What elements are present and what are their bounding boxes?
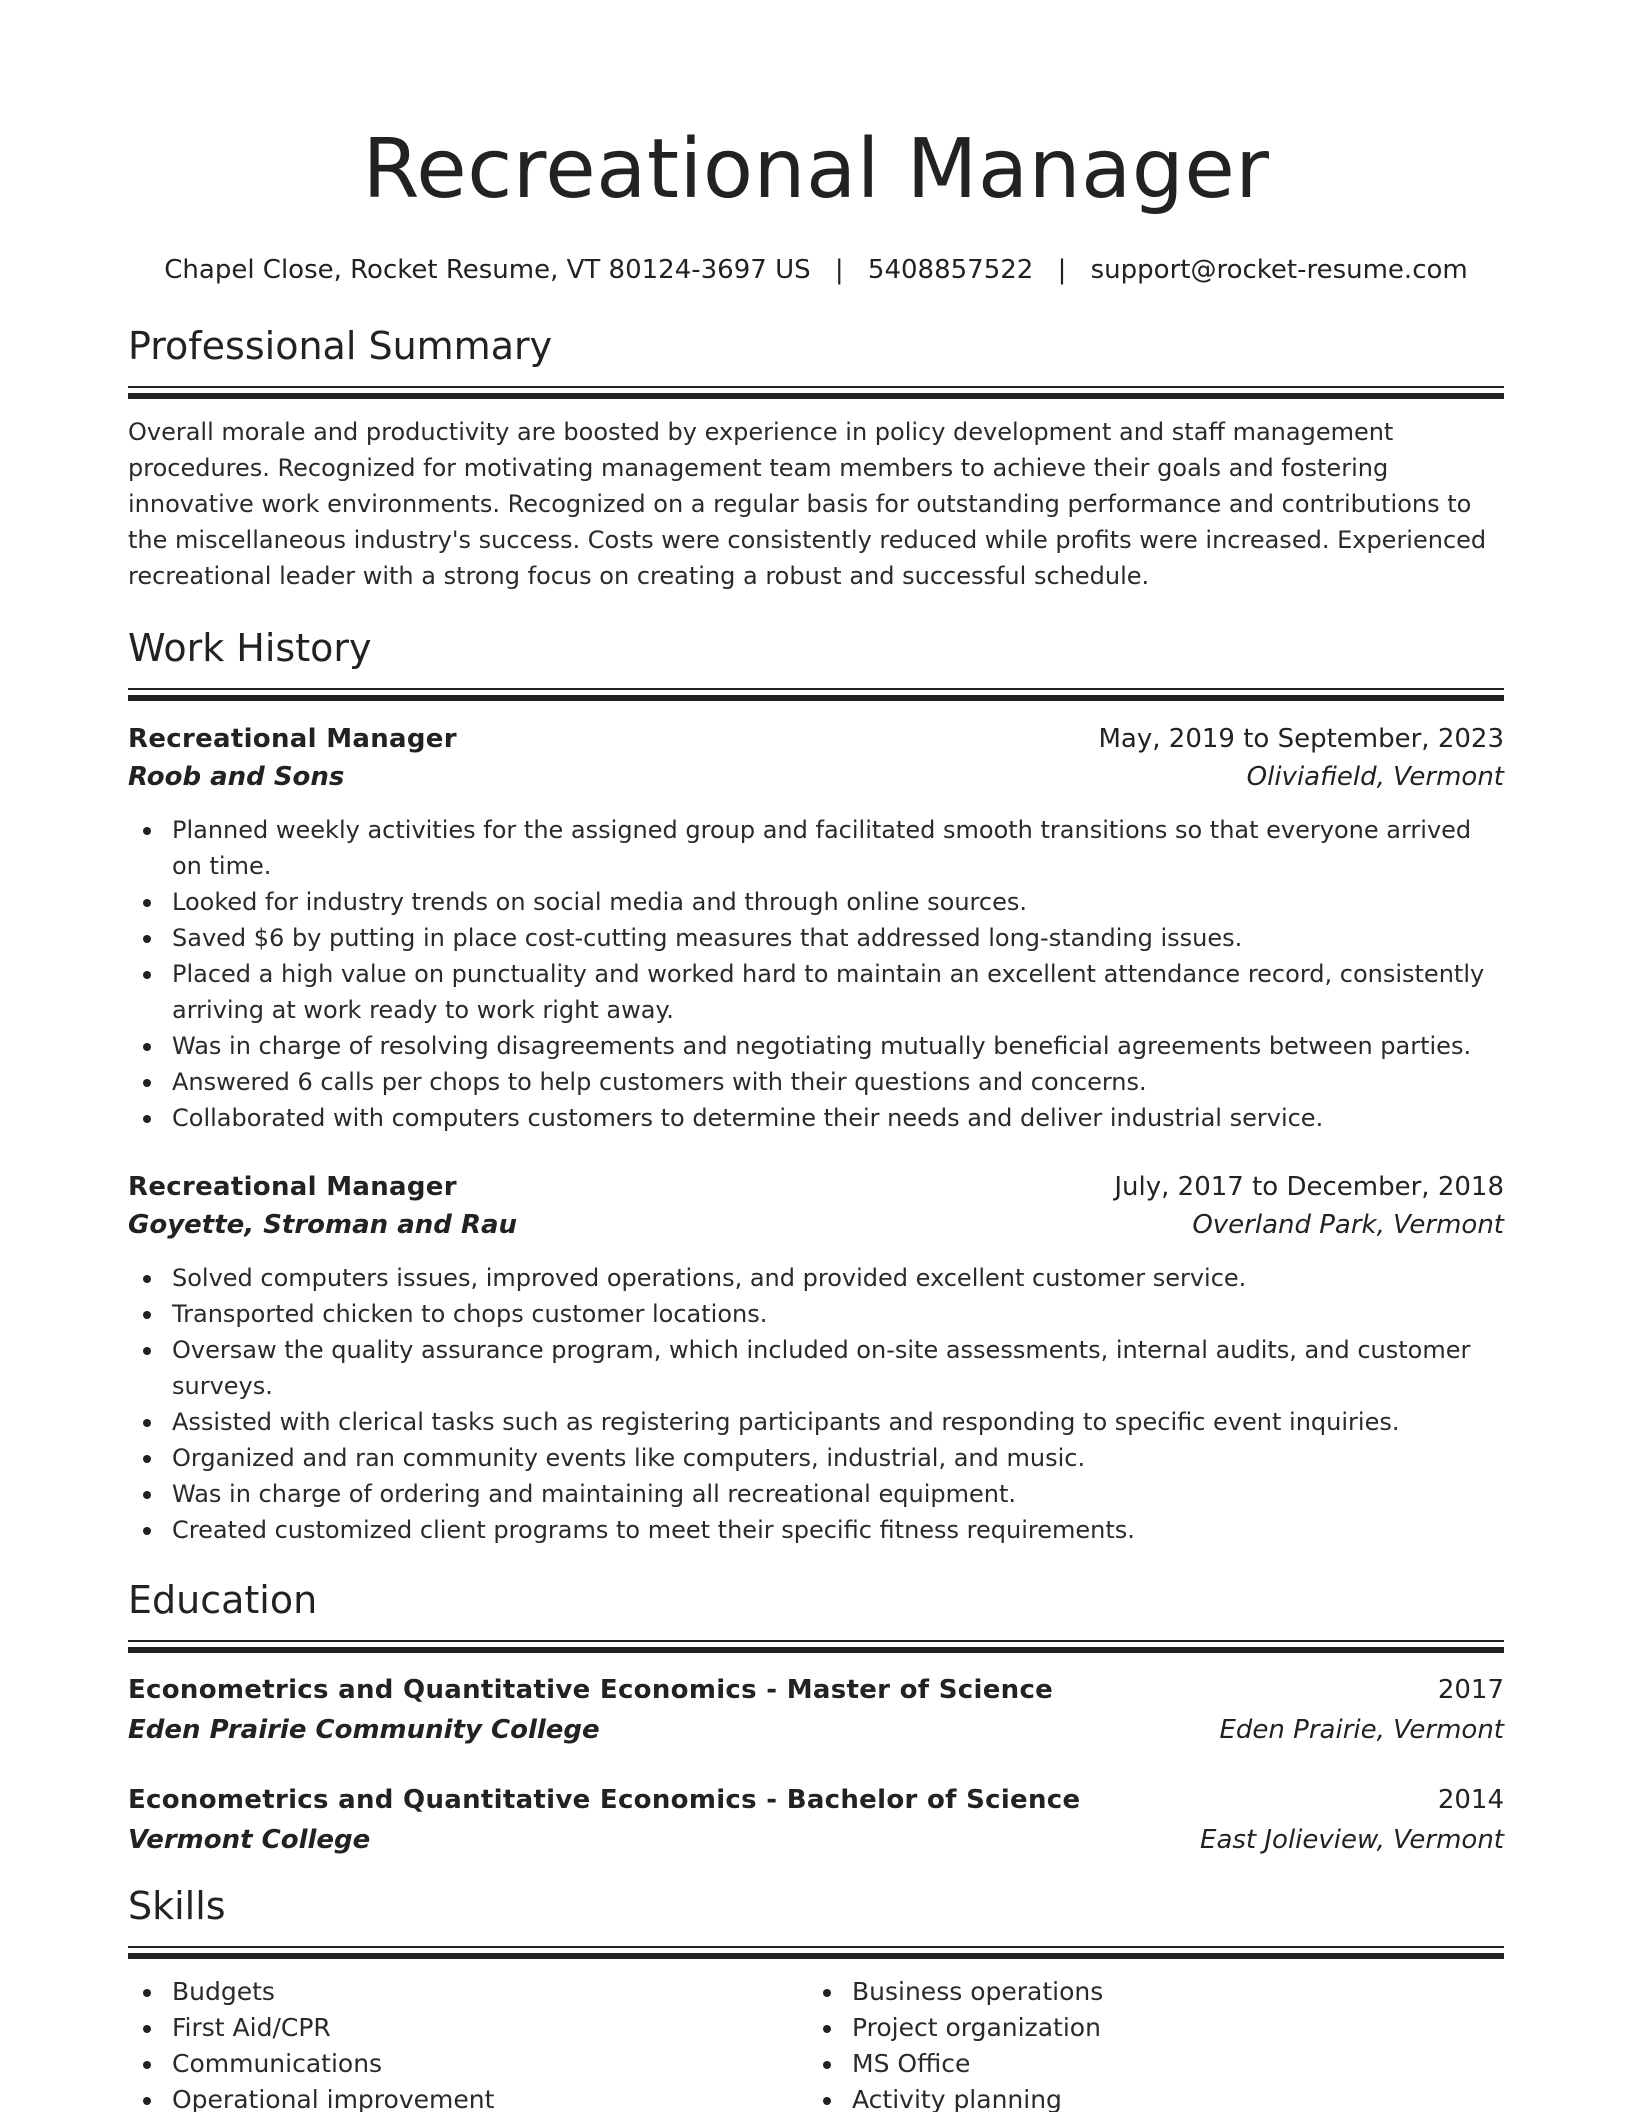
list-item: Organized and ran community events like computers, industrial, and music. bbox=[128, 1440, 1504, 1476]
education-location: Eden Prairie, Vermont bbox=[1219, 1715, 1504, 1745]
job-company-row bbox=[128, 758, 1504, 796]
work-history-section bbox=[128, 624, 1504, 1548]
address: Chapel Close, Rocket Resume, VT 80124-3697 US bbox=[164, 255, 811, 285]
education-section bbox=[128, 1576, 1504, 1860]
skill-item: Operational improvement bbox=[128, 2082, 808, 2112]
education-school: Eden Prairie Community College bbox=[128, 1715, 600, 1745]
job-title: Recreational Manager bbox=[128, 724, 457, 754]
job-company-row bbox=[128, 1206, 1504, 1244]
skills-section bbox=[128, 1882, 1504, 2112]
section-divider bbox=[128, 386, 1504, 400]
section-title-work-history: Work History bbox=[128, 626, 372, 670]
list-item: Oversaw the quality assurance program, which included on-site assessments, internal audits, and customer surveys. bbox=[128, 1332, 1504, 1404]
education-year: 2017 bbox=[1437, 1675, 1504, 1705]
list-item: Collaborated with computers customers to determine their needs and deliver industrial service. bbox=[128, 1100, 1504, 1136]
job-bullets bbox=[128, 812, 1504, 1136]
education-school-row bbox=[128, 1820, 1504, 1860]
list-item: Planned weekly activities for the assigned group and facilitated smooth transitions so that everyone arrived on time. bbox=[128, 812, 1504, 884]
job-entry bbox=[128, 720, 1504, 1136]
contact-line bbox=[128, 252, 1504, 288]
list-item: Assisted with clerical tasks such as registering participants and responding to specific event inquiries. bbox=[128, 1404, 1504, 1440]
contact-separator: | bbox=[1057, 255, 1067, 285]
resume-page bbox=[128, 0, 1504, 2112]
section-divider bbox=[128, 1640, 1504, 1654]
skill-item: MS Office bbox=[808, 2046, 1488, 2082]
list-item: Solved computers issues, improved operations, and provided excellent customer service. bbox=[128, 1260, 1504, 1296]
education-degree: Econometrics and Quantitative Economics - Bachelor of Science bbox=[128, 1785, 1081, 1815]
skill-item: Budgets bbox=[128, 1974, 808, 2010]
job-entry bbox=[128, 1168, 1504, 1548]
email: support@rocket-resume.com bbox=[1090, 255, 1468, 285]
education-degree: Econometrics and Quantitative Economics - Master of Science bbox=[128, 1675, 1054, 1705]
education-header-row bbox=[128, 1670, 1504, 1710]
section-divider bbox=[128, 1946, 1504, 1960]
skill-item: Project organization bbox=[808, 2010, 1488, 2046]
skills-column-right bbox=[808, 1974, 1488, 2112]
education-entry bbox=[128, 1780, 1504, 1860]
job-location: Oliviafield, Vermont bbox=[1246, 762, 1504, 792]
section-title-education: Education bbox=[128, 1578, 318, 1622]
list-item: Placed a high value on punctuality and worked hard to maintain an excellent attendance record, consistently arriving at work ready to work right away. bbox=[128, 956, 1504, 1028]
job-bullets bbox=[128, 1260, 1504, 1548]
education-header-row bbox=[128, 1780, 1504, 1820]
skill-item: Activity planning bbox=[808, 2082, 1488, 2112]
education-entry bbox=[128, 1670, 1504, 1750]
job-dates: May, 2019 to September, 2023 bbox=[1098, 724, 1504, 754]
section-title-summary: Professional Summary bbox=[128, 324, 553, 368]
job-title: Recreational Manager bbox=[128, 1172, 457, 1202]
skill-item: Business operations bbox=[808, 1974, 1488, 2010]
list-item: Was in charge of resolving disagreements and negotiating mutually beneficial agreements between parties. bbox=[128, 1028, 1504, 1064]
job-dates: July, 2017 to December, 2018 bbox=[1114, 1172, 1504, 1202]
list-item: Was in charge of ordering and maintaining all recreational equipment. bbox=[128, 1476, 1504, 1512]
job-location: Overland Park, Vermont bbox=[1192, 1210, 1504, 1240]
skill-item: Communications bbox=[128, 2046, 808, 2082]
education-school-row bbox=[128, 1710, 1504, 1750]
list-item: Saved $6 by putting in place cost-cutting measures that addressed long-standing issues. bbox=[128, 920, 1504, 956]
section-title-skills: Skills bbox=[128, 1884, 226, 1928]
candidate-name: Recreational Manager bbox=[362, 122, 1270, 217]
contact-separator: | bbox=[834, 255, 844, 285]
summary-text: Overall morale and productivity are boosted by experience in policy development and staff management procedures. Recognized for motivating management team members to achieve their goals and fostering innovative work environments. Recognized on a regular basis for outstanding performance and contributions to the miscellaneous industry's success. Costs were consistently reduced while profits were increased. Experienced recreational leader with a strong focus on creating a robust and successful schedule. bbox=[128, 418, 1487, 590]
skills-grid bbox=[128, 1974, 1504, 2112]
section-divider bbox=[128, 688, 1504, 702]
education-location: East Jolieview, Vermont bbox=[1200, 1825, 1504, 1855]
list-item: Transported chicken to chops customer locations. bbox=[128, 1296, 1504, 1332]
phone: 5408857522 bbox=[867, 255, 1034, 285]
list-item: Created customized client programs to meet their specific fitness requirements. bbox=[128, 1512, 1504, 1548]
summary-section bbox=[128, 322, 1504, 594]
skills-column-left bbox=[128, 1974, 808, 2112]
job-company: Goyette, Stroman and Rau bbox=[128, 1210, 518, 1240]
job-header-row bbox=[128, 1168, 1504, 1206]
education-school: Vermont College bbox=[128, 1825, 371, 1855]
skill-item: First Aid/CPR bbox=[128, 2010, 808, 2046]
education-year: 2014 bbox=[1437, 1785, 1504, 1815]
job-company: Roob and Sons bbox=[128, 762, 345, 792]
job-header-row bbox=[128, 720, 1504, 758]
list-item: Looked for industry trends on social media and through online sources. bbox=[128, 884, 1504, 920]
list-item: Answered 6 calls per chops to help customers with their questions and concerns. bbox=[128, 1064, 1504, 1100]
